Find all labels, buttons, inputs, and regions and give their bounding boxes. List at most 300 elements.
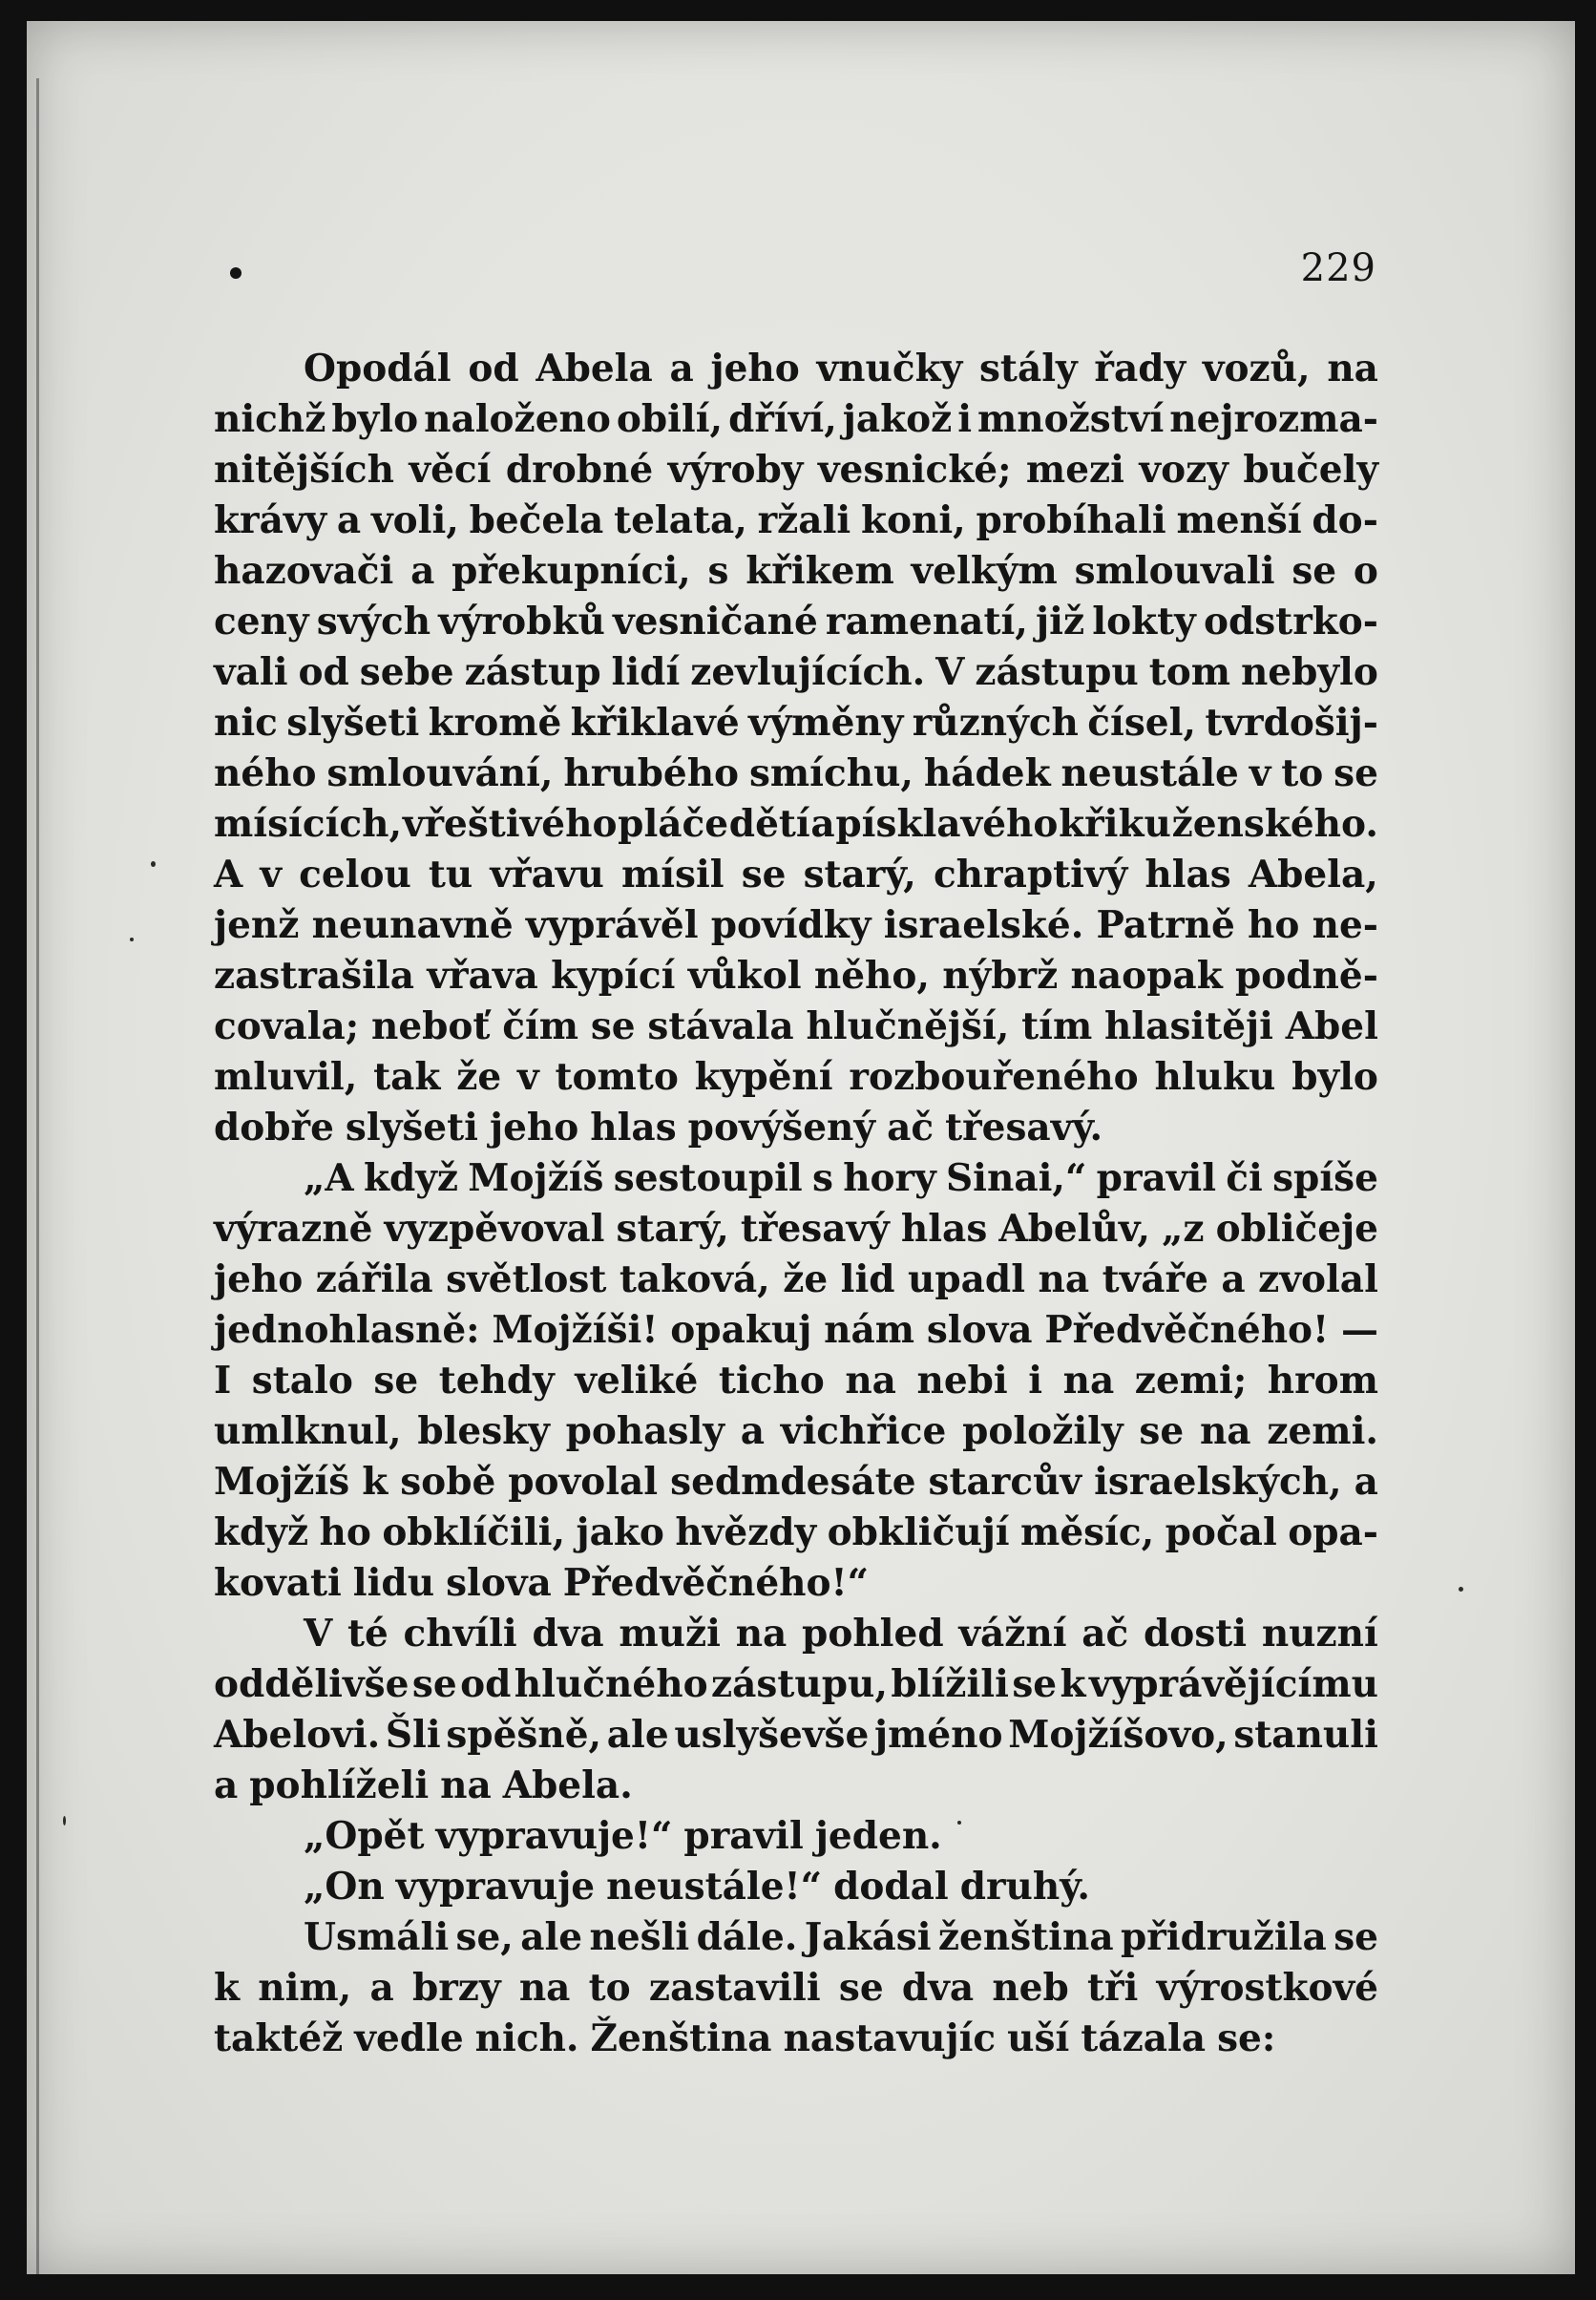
word: hlas [1144,853,1231,897]
word: bučely [1243,448,1378,492]
word: mísil [620,853,724,897]
word: jenž [214,903,300,947]
word: probíhali [976,498,1166,542]
word: ač [887,1106,934,1150]
word: neb [992,1966,1069,2010]
word: spěšně, [446,1713,602,1757]
word: měsíc, [1020,1510,1155,1554]
word: nim, [258,1966,352,2010]
word: ženština [937,1915,1114,1959]
text-line [214,1406,1378,1457]
word: svých [316,600,431,644]
word: veliké [575,1359,699,1403]
word: vyzpěvoval [384,1207,605,1251]
word: bečela [469,498,604,542]
word: brzy [411,1966,501,2010]
ink-speck [1459,1587,1463,1592]
word: výrazně [214,1207,373,1251]
word: starý, [616,1207,729,1251]
text-line [214,1558,1378,1609]
text-line [214,1912,1378,1963]
text-line [214,1153,1378,1204]
word: Mojžíš [214,1460,350,1504]
word: I [214,1359,232,1403]
word: pravil [1096,1156,1217,1200]
word: israelských, [1094,1460,1342,1504]
word: krávy [214,498,327,542]
word: a [810,802,835,846]
word: — [1340,1308,1378,1352]
word: přidružila [1120,1915,1327,1959]
word: se [838,1966,884,2010]
text-line [214,1305,1378,1356]
word: a [214,1763,239,1807]
word: hazovači [214,549,394,593]
word: hory [843,1156,936,1200]
word: křiklavé [570,701,740,745]
word: Předvěčného! [1044,1308,1330,1352]
word: jeho [214,1257,304,1301]
word: hrom [1267,1359,1378,1403]
word: se [1139,1409,1185,1453]
word: opakuj [670,1308,812,1352]
word: V [304,1612,333,1656]
word: ale [606,1713,669,1757]
word: zvolal [1258,1257,1378,1301]
word: celou [299,853,411,897]
word: sestoupil [613,1156,803,1200]
word: zastavili [648,1966,821,2010]
word: se [1334,1915,1378,1959]
word: Mojžíši! [492,1308,659,1352]
word: smíchu, [748,751,914,795]
word: tvrdošij- [1205,701,1378,745]
word: lokty [1092,600,1196,644]
word: dosti [1144,1612,1248,1656]
word: počal [1165,1510,1277,1554]
word: tehdy [438,1359,555,1403]
word: odstrko- [1203,600,1378,644]
word: jeden. [814,1814,942,1858]
ink-speck [130,938,134,941]
word: Mojžíš [468,1156,604,1200]
text-line [214,496,1378,546]
word: ceny [214,600,309,644]
word: neunavně [311,903,514,947]
word: položily [962,1409,1124,1453]
word: lidí [611,650,681,694]
text-line [214,1963,1378,2014]
text-line [214,698,1378,749]
word: a [1354,1460,1378,1504]
word: nebylo [1240,650,1378,694]
word: taktéž [214,2016,344,2060]
word: smlouvali [1074,549,1275,593]
word: naloženo [424,397,611,441]
word: zástupu, [711,1662,888,1706]
word: k [214,1966,241,2010]
word: čím [502,1004,579,1048]
word: a [336,498,362,542]
word: vřeštivého [402,802,618,846]
word: menší [1176,498,1302,542]
word: čísel, [1087,701,1196,745]
word: Sinai,“ [946,1156,1087,1200]
word: drobné [505,448,654,492]
word: v [260,853,283,897]
word: neustále [1060,751,1239,795]
ink-speck [151,861,156,867]
text-line [214,344,1378,394]
word: nám [824,1308,915,1352]
body-text [214,344,1378,2064]
word: do- [1312,498,1378,542]
word: na [518,1966,571,2010]
word: Usmáli [304,1915,450,1959]
word: opa- [1288,1510,1378,1554]
word: nešli [589,1915,690,1959]
word: nitějších [214,448,394,492]
word: starý, [803,853,916,897]
word: obilí, [616,397,724,441]
word: když [363,1156,459,1200]
word: na [845,1359,896,1403]
word: ženského. [1171,802,1378,846]
word: se: [1217,2016,1276,2060]
word: ticho [718,1359,825,1403]
word: jednohlasně: [214,1308,480,1352]
word: vedle [354,2016,464,2060]
text-line [214,1710,1378,1761]
word: spíše [1272,1156,1378,1200]
word: sebe [359,650,454,694]
word: vesničané [612,600,818,644]
word: telata, [614,498,747,542]
word: a [740,1409,766,1453]
word: vozů, [1202,347,1311,390]
word: Patrně [1096,903,1235,947]
word: chvíli [403,1612,517,1656]
word: zástup [464,650,601,694]
word: se [411,1662,457,1706]
word: mezi [1025,448,1124,492]
word: slyšeti [345,1106,478,1150]
word: covala; [214,1004,360,1048]
word: třesavý [740,1207,890,1251]
word: pohlíželi [249,1763,430,1807]
word: té [346,1612,388,1656]
text-line [214,1457,1378,1508]
word: hlučného [514,1662,708,1706]
word: či [1226,1156,1263,1200]
text-line [214,850,1378,900]
word: to [1281,751,1324,795]
word: dobře [214,1106,334,1150]
word: neustále!“ [606,1865,823,1909]
word: výrobků [438,600,605,644]
word: ržali [757,498,851,542]
text-line [214,1052,1378,1103]
word: bylo [1292,1055,1378,1099]
word: tváře [1102,1257,1208,1301]
word: pravil [683,1814,804,1858]
word: slova [926,1308,1033,1352]
word: na [440,1763,492,1807]
word: obličeje [1215,1207,1378,1251]
word: nejrozma- [1169,397,1378,441]
word: vyprávěl [525,903,699,947]
word: to [588,1966,631,2010]
word: hlasitěji [1104,1004,1273,1048]
word: povolal [508,1460,659,1504]
word: když [214,1510,309,1554]
word: jakož [842,397,953,441]
word: se [741,853,787,897]
word: taková, [619,1257,770,1301]
word: tomto [555,1055,679,1099]
word: vali [214,650,288,694]
word: na [1327,347,1378,390]
text-line [214,1659,1378,1710]
word: vřavu [490,853,604,897]
word: „z [1161,1207,1205,1251]
word: ač [1082,1612,1129,1656]
word: ného [214,751,317,795]
word: Opodál [304,347,452,390]
word: na [735,1612,788,1656]
word: k [1060,1662,1086,1706]
word: Abela, [1248,853,1378,897]
word: hádek [923,751,1051,795]
text-line [214,1002,1378,1052]
word: zevlujících. [690,650,926,694]
word: blesky [417,1409,550,1453]
word: a [669,347,694,390]
word: od [298,650,349,694]
word: hluku [1154,1055,1276,1099]
text-line [214,1204,1378,1255]
word: Jakási [804,1915,932,1959]
word: od [468,347,519,390]
binding-gutter [36,78,39,2274]
word: vozy [1139,448,1228,492]
word: podně- [1235,954,1378,998]
word: sedmdesáte [670,1460,916,1504]
word: dva [901,1966,975,2010]
word: Předvěčného!“ [562,1561,870,1605]
word: starcův [928,1460,1082,1504]
word: a [1221,1257,1246,1301]
word: v [517,1055,539,1099]
word: nic [214,701,278,745]
word: vážní [958,1612,1067,1656]
text-line [214,1103,1378,1153]
word: Ženština [590,2016,772,2060]
word: naopak [1070,954,1223,998]
word: ho [319,1510,371,1554]
word: kromě [428,701,562,745]
word: slyšeti [286,701,420,745]
word: tři [1086,1966,1139,2010]
word: tom [1148,650,1230,694]
word: zástupu [975,650,1139,694]
word: obklíčili, [382,1510,566,1554]
word: koni, [860,498,966,542]
word: jméno [873,1713,1003,1757]
word: se [1292,549,1337,593]
word: dva [532,1612,604,1656]
word: že [456,1055,502,1099]
word: jeho [710,347,800,390]
word: světlost [446,1257,607,1301]
word: i [1028,1359,1043,1403]
word: V [935,650,965,694]
word: na [1062,1359,1115,1403]
text-line [214,546,1378,597]
word: nich. [474,2016,579,2060]
word: uší [1007,2016,1070,2060]
word: výměny [747,701,904,745]
word: tázala [1081,2016,1207,2060]
word: různých [912,701,1079,745]
word: lidu [352,1561,435,1605]
text-line [214,951,1378,1002]
word: kypění [694,1055,833,1099]
word: tak [373,1055,441,1099]
word: „Opět [304,1814,425,1858]
word: hvězdy [675,1510,817,1554]
word: tím [1021,1004,1093,1048]
word: obkličují [827,1510,1010,1554]
word: chraptivý [933,853,1128,897]
word: blížili [891,1662,1009,1706]
word: ho [1248,903,1300,947]
word: ramenatí, [825,600,1028,644]
text-line [214,445,1378,496]
word: vyprávějícímu [1088,1662,1378,1706]
word: stanuli [1233,1713,1378,1757]
word: se [590,1004,636,1048]
word: bylo [331,397,419,441]
text-line [214,900,1378,951]
word: třesavý. [945,1106,1103,1150]
word: dodal [833,1865,949,1909]
word: nichž [214,397,326,441]
word: hlas [590,1106,677,1150]
word: druhý. [959,1865,1091,1909]
word: s [707,549,729,593]
word: nýbrž [942,954,1059,998]
word: v [1249,751,1271,795]
word: muži [619,1612,721,1656]
word: se, [455,1915,514,1959]
word: i [957,397,973,441]
word: se [373,1359,419,1403]
word: vypravuje [395,1865,596,1909]
word: zastrašila [214,954,415,998]
word: vypravuje!“ [435,1814,673,1858]
word: nebi [916,1359,1008,1403]
word: a [410,549,435,593]
word: ale [520,1915,583,1959]
book-page [27,21,1575,2274]
word: stalo [251,1359,353,1403]
text-line [214,647,1378,698]
text-line [214,799,1378,850]
word: hrubého [563,751,740,795]
word: a [369,1966,394,2010]
word: Mojžíšovo, [1008,1713,1228,1757]
text-line [214,1761,1378,1811]
word: na [1199,1409,1251,1453]
word: lid [840,1257,895,1301]
word: sobě [400,1460,496,1504]
word: israelské. [883,903,1084,947]
word: stávala [647,1004,794,1048]
word: písklavého [835,802,1059,846]
word: oddělivše [214,1662,410,1706]
text-line [214,2014,1378,2064]
word: věcí [409,448,492,492]
word: překupníci, [452,549,691,593]
word: zemi; [1134,1359,1248,1403]
word: jeho [489,1106,579,1150]
word: kovati [214,1561,342,1605]
word: vůkol [687,954,802,998]
word: vesnické; [817,448,1012,492]
word: Šli [385,1713,441,1757]
text-line [214,1255,1378,1305]
running-head [27,246,1575,304]
word: výrostkové [1156,1966,1378,2010]
bullet-mark [230,267,242,279]
word: velkým [911,549,1058,593]
word: mluvil, [214,1055,358,1099]
word: od [460,1662,512,1706]
text-line [214,394,1378,445]
word: pohled [802,1612,944,1656]
text-line [214,1508,1378,1558]
word: nastavujíc [783,2016,997,2060]
word: smlouvání, [326,751,554,795]
word: něho, [813,954,930,998]
page-number: 229 [1300,246,1376,290]
word: umlknul, [214,1409,402,1453]
word: zemi. [1267,1409,1378,1453]
ink-speck [957,1821,961,1825]
word: Abelův, [998,1207,1150,1251]
word: křiku [1059,802,1171,846]
word: zářila [315,1257,433,1301]
text-line [214,1609,1378,1659]
word: řady [1094,347,1186,390]
word: o [1353,549,1378,593]
word: vnučky [816,347,963,390]
word: již [1036,600,1085,644]
word: vichřice [780,1409,947,1453]
word: povídky [710,903,872,947]
word: ne- [1312,903,1378,947]
word: slova [446,1561,552,1605]
word: se [1012,1662,1058,1706]
word: „On [304,1865,385,1909]
word: voli, [370,498,459,542]
text-line [214,749,1378,799]
word: pláče [618,802,729,846]
word: „A [304,1156,354,1200]
word: že [783,1257,829,1301]
word: vřava [427,954,538,998]
